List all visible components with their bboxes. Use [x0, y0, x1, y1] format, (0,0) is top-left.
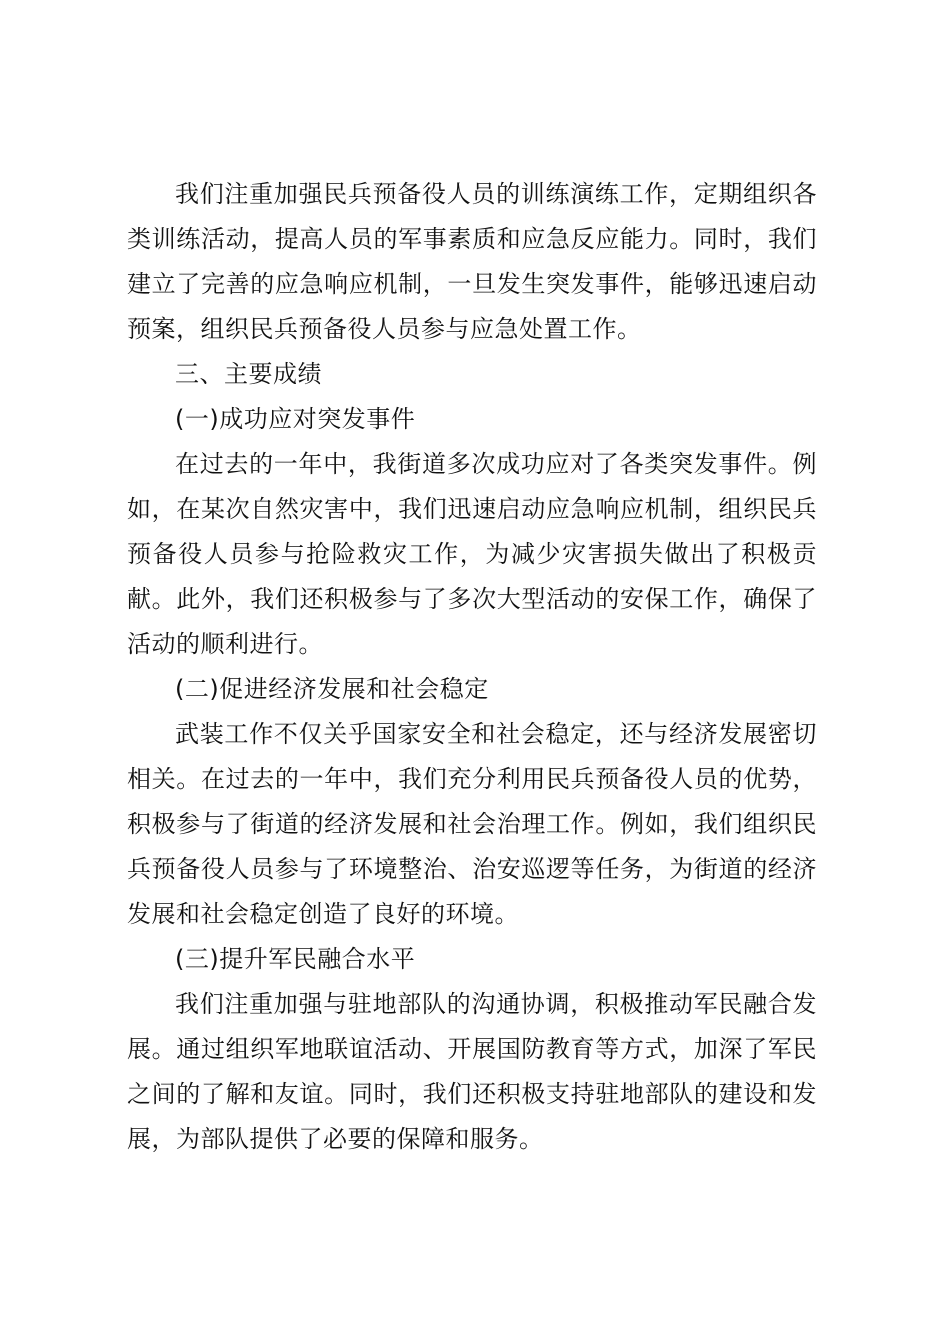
subheading-economic-development: (二)促进经济发展和社会稳定	[175, 675, 489, 703]
subheading-military-civil-integration: (三)提升军民融合水平	[175, 945, 416, 973]
paragraph-military-civil-integration: 我们注重加强与驻地部队的沟通协调，积极推动军民融合发展。通过组织军地联谊活动、开展国防教育等方式，加深了军民之间的了解和友谊。同时，我们还积极支持驻地部队的建设和发展，为部队提供了必要的保障和服务。	[127, 990, 817, 1153]
paragraph-economic-development: 武装工作不仅关乎国家安全和社会稳定，还与经济发展密切相关。在过去的一年中，我们充分利用民兵预备役人员的优势，积极参与了街道的经济发展和社会治理工作。例如，我们组织民兵预备役人员参与了环境整治、治安巡逻等任务，为街道的经济发展和社会稳定创造了良好的环境。	[127, 720, 817, 928]
section-heading-main-achievements: 三、主要成绩	[175, 360, 322, 388]
paragraph-emergency-response: 在过去的一年中，我街道多次成功应对了各类突发事件。例如，在某次自然灾害中，我们迅速启动应急响应机制，组织民兵预备役人员参与抢险救灾工作，为减少灾害损失做出了积极贡献。此外，我们还积极参与了多次大型活动的安保工作，确保了活动的顺利进行。	[127, 450, 817, 658]
paragraph-training: 我们注重加强民兵预备役人员的训练演练工作，定期组织各类训练活动，提高人员的军事素质和应急反应能力。同时，我们建立了完善的应急响应机制，一旦发生突发事件，能够迅速启动预案，组织民兵预备役人员参与应急处置工作。	[127, 180, 817, 343]
document-body	[127, 172, 817, 1162]
subheading-emergency-response: (一)成功应对突发事件	[175, 405, 416, 433]
